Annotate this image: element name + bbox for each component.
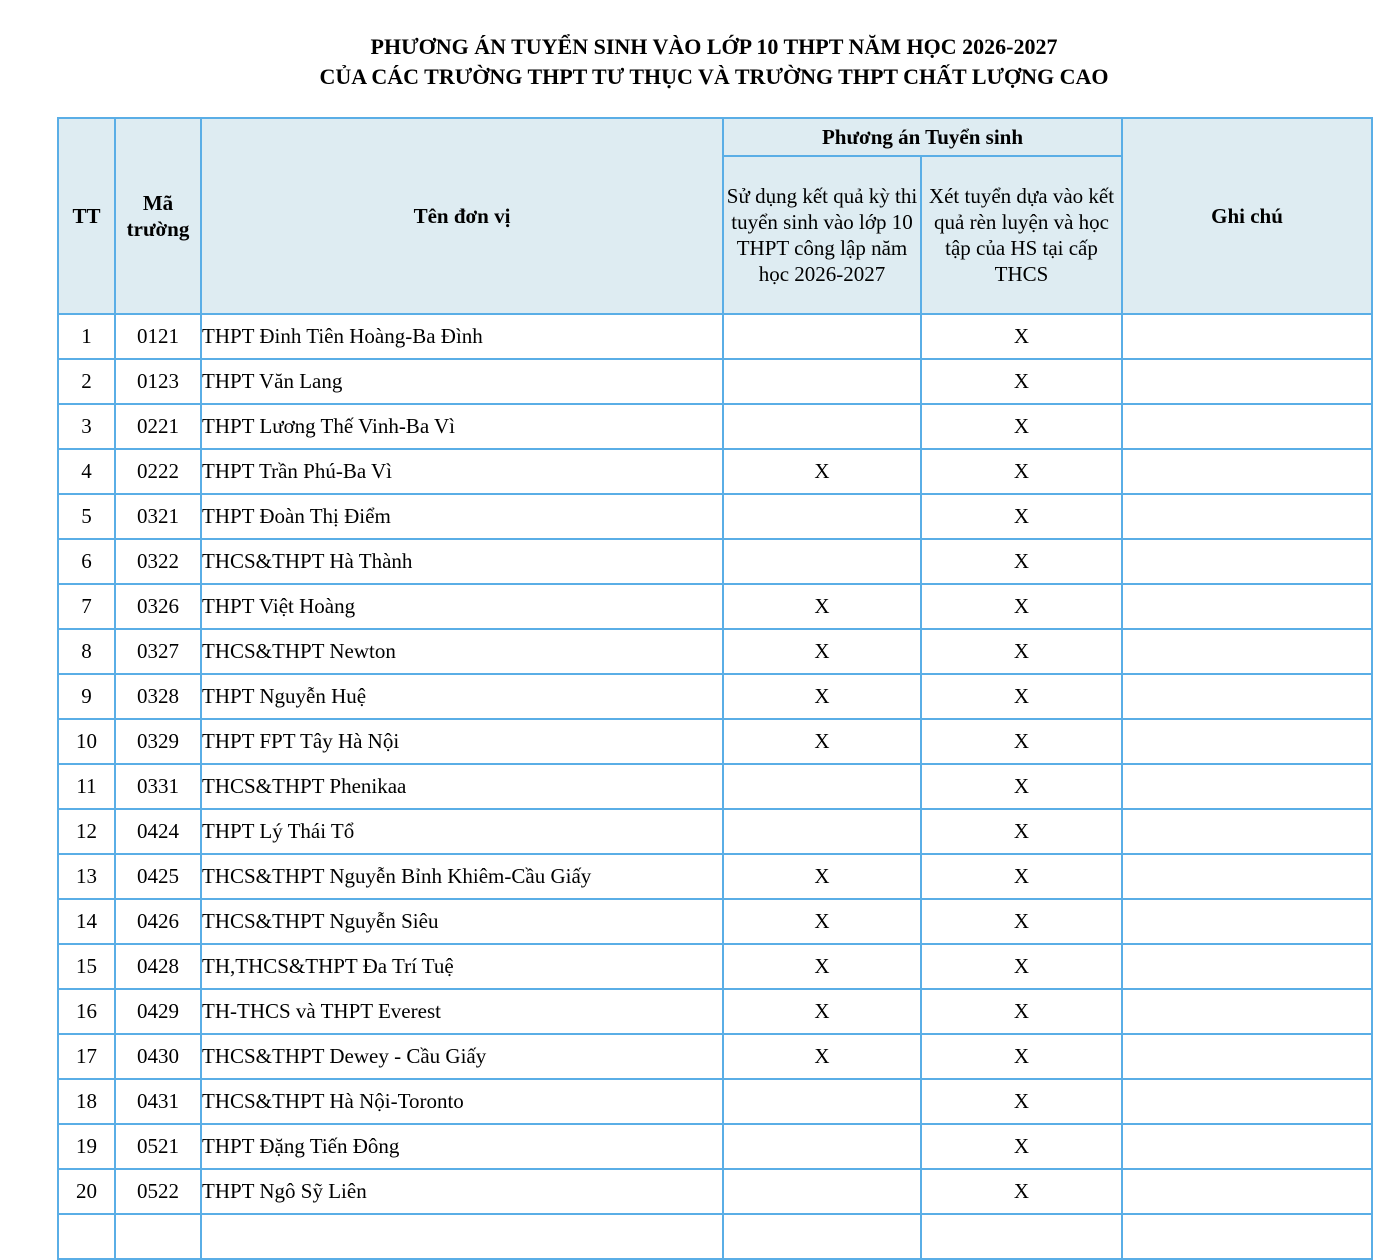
table-row (58, 719, 1372, 764)
note-cell (1122, 629, 1372, 674)
row-number: 10 (58, 719, 115, 764)
option-exam-mark: X (723, 584, 921, 629)
option-review-mark: X (921, 809, 1122, 854)
note-cell (1122, 314, 1372, 359)
admission-table (57, 117, 1373, 1260)
row-number: 15 (58, 944, 115, 989)
note-cell (1122, 719, 1372, 764)
header-ma-truong: Mã trường (115, 118, 201, 314)
row-number: 11 (58, 764, 115, 809)
school-name: THCS&THPT Dewey - Cầu Giấy (201, 1034, 723, 1079)
option-exam-mark: X (723, 989, 921, 1034)
school-code: 0322 (115, 539, 201, 584)
school-name: THCS&THPT Nguyễn Bỉnh Khiêm-Cầu Giấy (201, 854, 723, 899)
row-number: 8 (58, 629, 115, 674)
row-number: 19 (58, 1124, 115, 1169)
school-name: THCS&THPT Nguyễn Siêu (201, 899, 723, 944)
option-review-mark: X (921, 314, 1122, 359)
empty-cell (1122, 1214, 1372, 1259)
option-exam-mark (723, 1079, 921, 1124)
option-review-mark: X (921, 359, 1122, 404)
option-exam-mark (723, 1169, 921, 1214)
school-code: 0121 (115, 314, 201, 359)
empty-cell (921, 1214, 1122, 1259)
school-name: THPT Đoàn Thị Điểm (201, 494, 723, 539)
option-exam-mark: X (723, 854, 921, 899)
note-cell (1122, 449, 1372, 494)
option-exam-mark: X (723, 629, 921, 674)
table-row (58, 764, 1372, 809)
school-code: 0222 (115, 449, 201, 494)
table-row (58, 1034, 1372, 1079)
school-code: 0428 (115, 944, 201, 989)
school-name: THPT Văn Lang (201, 359, 723, 404)
row-number: 9 (58, 674, 115, 719)
row-number: 18 (58, 1079, 115, 1124)
school-code: 0424 (115, 809, 201, 854)
table-row (58, 899, 1372, 944)
school-code: 0123 (115, 359, 201, 404)
title-line-1: PHƯƠNG ÁN TUYỂN SINH VÀO LỚP 10 THPT NĂM HỌC 2026-2027 (370, 34, 1058, 59)
school-name: THPT Đinh Tiên Hoàng-Ba Đình (201, 314, 723, 359)
school-name: THPT Lương Thế Vinh-Ba Vì (201, 404, 723, 449)
table-row (58, 314, 1372, 359)
row-number: 16 (58, 989, 115, 1034)
option-review-mark: X (921, 944, 1122, 989)
empty-cell (58, 1214, 115, 1259)
table-row (58, 494, 1372, 539)
option-review-mark: X (921, 539, 1122, 584)
option-exam-mark (723, 1124, 921, 1169)
row-number: 13 (58, 854, 115, 899)
option-review-mark: X (921, 1169, 1122, 1214)
header-ten-don-vi: Tên đơn vị (201, 118, 723, 314)
note-cell (1122, 854, 1372, 899)
note-cell (1122, 494, 1372, 539)
school-name: THCS&THPT Hà Thành (201, 539, 723, 584)
option-review-mark: X (921, 584, 1122, 629)
table-row (58, 989, 1372, 1034)
note-cell (1122, 1034, 1372, 1079)
note-cell (1122, 674, 1372, 719)
note-cell (1122, 1124, 1372, 1169)
school-code: 0521 (115, 1124, 201, 1169)
school-code: 0328 (115, 674, 201, 719)
school-code: 0425 (115, 854, 201, 899)
option-review-mark: X (921, 989, 1122, 1034)
table-row (58, 809, 1372, 854)
header-option-exam: Sử dụng kết quả kỳ thi tuyển sinh vào lớp 10 THPT công lập năm học 2026-2027 (723, 156, 921, 314)
table-row-partial (58, 1214, 1372, 1259)
school-code: 0321 (115, 494, 201, 539)
note-cell (1122, 764, 1372, 809)
school-code: 0431 (115, 1079, 201, 1124)
row-number: 1 (58, 314, 115, 359)
row-number: 5 (58, 494, 115, 539)
school-name: THPT FPT Tây Hà Nội (201, 719, 723, 764)
header-phuong-an: Phương án Tuyển sinh (723, 118, 1122, 156)
school-code: 0327 (115, 629, 201, 674)
school-code: 0221 (115, 404, 201, 449)
school-name: TH-THCS và THPT Everest (201, 989, 723, 1034)
school-code: 0429 (115, 989, 201, 1034)
row-number: 20 (58, 1169, 115, 1214)
option-exam-mark (723, 314, 921, 359)
option-review-mark: X (921, 629, 1122, 674)
school-name: THPT Lý Thái Tổ (201, 809, 723, 854)
document-title (0, 32, 1400, 92)
option-exam-mark: X (723, 1034, 921, 1079)
school-name: THPT Việt Hoàng (201, 584, 723, 629)
row-number: 17 (58, 1034, 115, 1079)
note-cell (1122, 989, 1372, 1034)
table-row (58, 1079, 1372, 1124)
school-code: 0522 (115, 1169, 201, 1214)
school-name: THPT Đặng Tiến Đông (201, 1124, 723, 1169)
option-review-mark: X (921, 494, 1122, 539)
table-row (58, 404, 1372, 449)
note-cell (1122, 584, 1372, 629)
title-line-2: CỦA CÁC TRƯỜNG THPT TƯ THỤC VÀ TRƯỜNG THPT CHẤT LƯỢNG CAO (319, 64, 1109, 89)
option-review-mark: X (921, 674, 1122, 719)
note-cell (1122, 899, 1372, 944)
option-review-mark: X (921, 764, 1122, 809)
option-review-mark: X (921, 1034, 1122, 1079)
note-cell (1122, 1169, 1372, 1214)
row-number: 4 (58, 449, 115, 494)
table-row (58, 629, 1372, 674)
header-ghi-chu: Ghi chú (1122, 118, 1372, 314)
table-row (58, 674, 1372, 719)
school-name: THCS&THPT Newton (201, 629, 723, 674)
school-code: 0326 (115, 584, 201, 629)
option-exam-mark: X (723, 719, 921, 764)
option-review-mark: X (921, 404, 1122, 449)
school-name: THPT Ngô Sỹ Liên (201, 1169, 723, 1214)
table-row (58, 944, 1372, 989)
school-code: 0329 (115, 719, 201, 764)
note-cell (1122, 539, 1372, 584)
note-cell (1122, 359, 1372, 404)
option-exam-mark (723, 539, 921, 584)
option-exam-mark: X (723, 944, 921, 989)
school-name: THPT Nguyễn Huệ (201, 674, 723, 719)
option-review-mark: X (921, 1124, 1122, 1169)
row-number: 3 (58, 404, 115, 449)
empty-cell (723, 1214, 921, 1259)
school-name: THPT Trần Phú-Ba Vì (201, 449, 723, 494)
table-body (58, 314, 1372, 1259)
school-name: TH,THCS&THPT Đa Trí Tuệ (201, 944, 723, 989)
option-exam-mark: X (723, 899, 921, 944)
option-exam-mark (723, 404, 921, 449)
row-number: 2 (58, 359, 115, 404)
option-exam-mark (723, 494, 921, 539)
school-code: 0426 (115, 899, 201, 944)
school-code: 0430 (115, 1034, 201, 1079)
school-code: 0331 (115, 764, 201, 809)
row-number: 6 (58, 539, 115, 584)
row-number: 12 (58, 809, 115, 854)
option-exam-mark: X (723, 449, 921, 494)
header-option-review: Xét tuyển dựa vào kết quả rèn luyện và học tập của HS tại cấp THCS (921, 156, 1122, 314)
note-cell (1122, 809, 1372, 854)
table-row (58, 359, 1372, 404)
note-cell (1122, 404, 1372, 449)
empty-cell (115, 1214, 201, 1259)
option-exam-mark (723, 359, 921, 404)
table-row (58, 584, 1372, 629)
row-number: 14 (58, 899, 115, 944)
row-number: 7 (58, 584, 115, 629)
school-name: THCS&THPT Hà Nội-Toronto (201, 1079, 723, 1124)
option-exam-mark (723, 764, 921, 809)
option-review-mark: X (921, 1079, 1122, 1124)
option-exam-mark: X (723, 674, 921, 719)
table-row (58, 1169, 1372, 1214)
table-row (58, 1124, 1372, 1169)
note-cell (1122, 1079, 1372, 1124)
table-row (58, 449, 1372, 494)
option-exam-mark (723, 809, 921, 854)
option-review-mark: X (921, 449, 1122, 494)
table-row (58, 539, 1372, 584)
table-row (58, 854, 1372, 899)
note-cell (1122, 944, 1372, 989)
option-review-mark: X (921, 719, 1122, 764)
option-review-mark: X (921, 899, 1122, 944)
header-tt: TT (58, 118, 115, 314)
empty-cell (201, 1214, 723, 1259)
school-name: THCS&THPT Phenikaa (201, 764, 723, 809)
option-review-mark: X (921, 854, 1122, 899)
